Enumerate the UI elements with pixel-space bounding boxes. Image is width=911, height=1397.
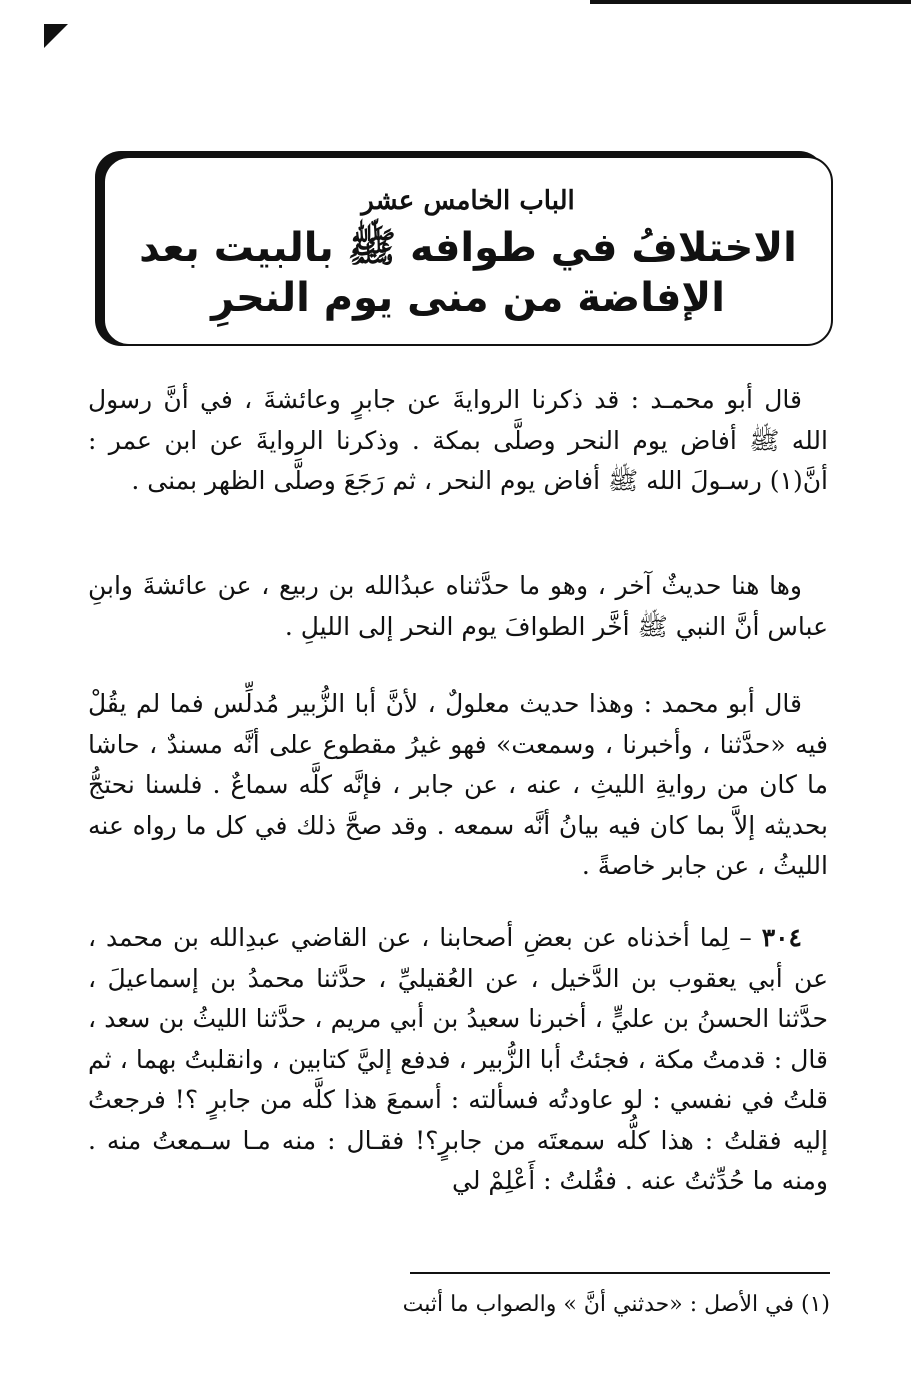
chapter-label: الباب الخامس عشر <box>361 186 575 216</box>
top-rule <box>590 0 911 4</box>
paragraph-1 <box>88 380 828 502</box>
item-number: ٣٠٤ <box>761 923 802 952</box>
paragraph-3 <box>88 684 828 887</box>
corner-mark <box>44 24 68 48</box>
paragraph-text: وها هنا حديثٌ آخر ، وهو ما حدَّثناه عبدُالله بن ربيع ، عن عائشةَ وابنِ عباس أنَّ النبي ﷺ أخَّر الطوافَ يوم النحر إلى الليلِ . <box>88 571 828 641</box>
chapter-title: الاختلافُ في طوافه ﷺ بالبيت بعد الإفاضة من منى يوم النحرِ <box>139 225 797 322</box>
paragraph-text: قال أبو محمـد : قد ذكرنا الروايةَ عن جابرٍ وعائشةَ ، في أنَّ رسول الله ﷺ أفاض يوم النحر وصلَّى بمكة . وذكرنا الروايةَ عن ابن عمر : أنَّ(١) رسـولَ الله ﷺ أفاض يوم النحر ، ثم رَجَعَ وصلَّى الظهر بمنى . <box>88 385 828 495</box>
footnote-rule <box>410 1272 830 1274</box>
chapter-title-box <box>103 156 833 346</box>
hadith-304 <box>88 918 828 1202</box>
paragraph-2 <box>88 566 828 647</box>
footnote: (١) في الأصل : «حدثني أنَّ » والصواب ما أثبت <box>402 1292 830 1317</box>
paragraph-text: قال أبو محمد : وهذا حديث معلولٌ ، لأنَّ أبا الزُّبير مُدلِّس فما لم يقُلْ فيه «حدَّثنا ، وأخبرنا ، وسمعت» فهو غيرُ مقطوع على أنَّه مسندٌ ، حاشا ما كان من روايةِ الليثِ ، عنه ، عن جابر ، فإنَّه كلَّه سماعٌ . فلسنا نحتجُّ بحديثه إلاَّ بما كان فيه بيانُ أنَّه سمعه . وقد صحَّ ذلك في كل ما رواه عنه الليثُ ، عن جابر خاصةً . <box>88 689 828 880</box>
item-text: – لِما أخذناه عن بعضِ أصحابنا ، عن القاضي عبدِالله بن محمد ، عن أبي يعقوب بن الدَّخيل ، عن العُقيليِّ ، حدَّثنا محمدُ بن إسماعيلَ ، حدَّثنا الحسنُ بن عليٍّ ، أخبرنا سعيدُ بن أبي مريم ، حدَّثنا الليثُ بن سعد ، قال : قدمتُ مكة ، فجئتُ أبا الزُّبير ، فدفع إليَّ كتابين ، وانقلبتُ بهما ، ثم قلتُ في نفسي : لو عاودتُه فسألته : أسمعَ هذا كلَّه من جابرٍ ؟! فرجعتُ إليه فقلتُ : هذا كلُّه سمعتَه من جابرٍ؟! فقـال : منه مـا سـمعتُ منه . ومنه ما حُدِّثتُ عنه . فقُلتُ : أَعْلِمْ لي <box>88 923 828 1195</box>
